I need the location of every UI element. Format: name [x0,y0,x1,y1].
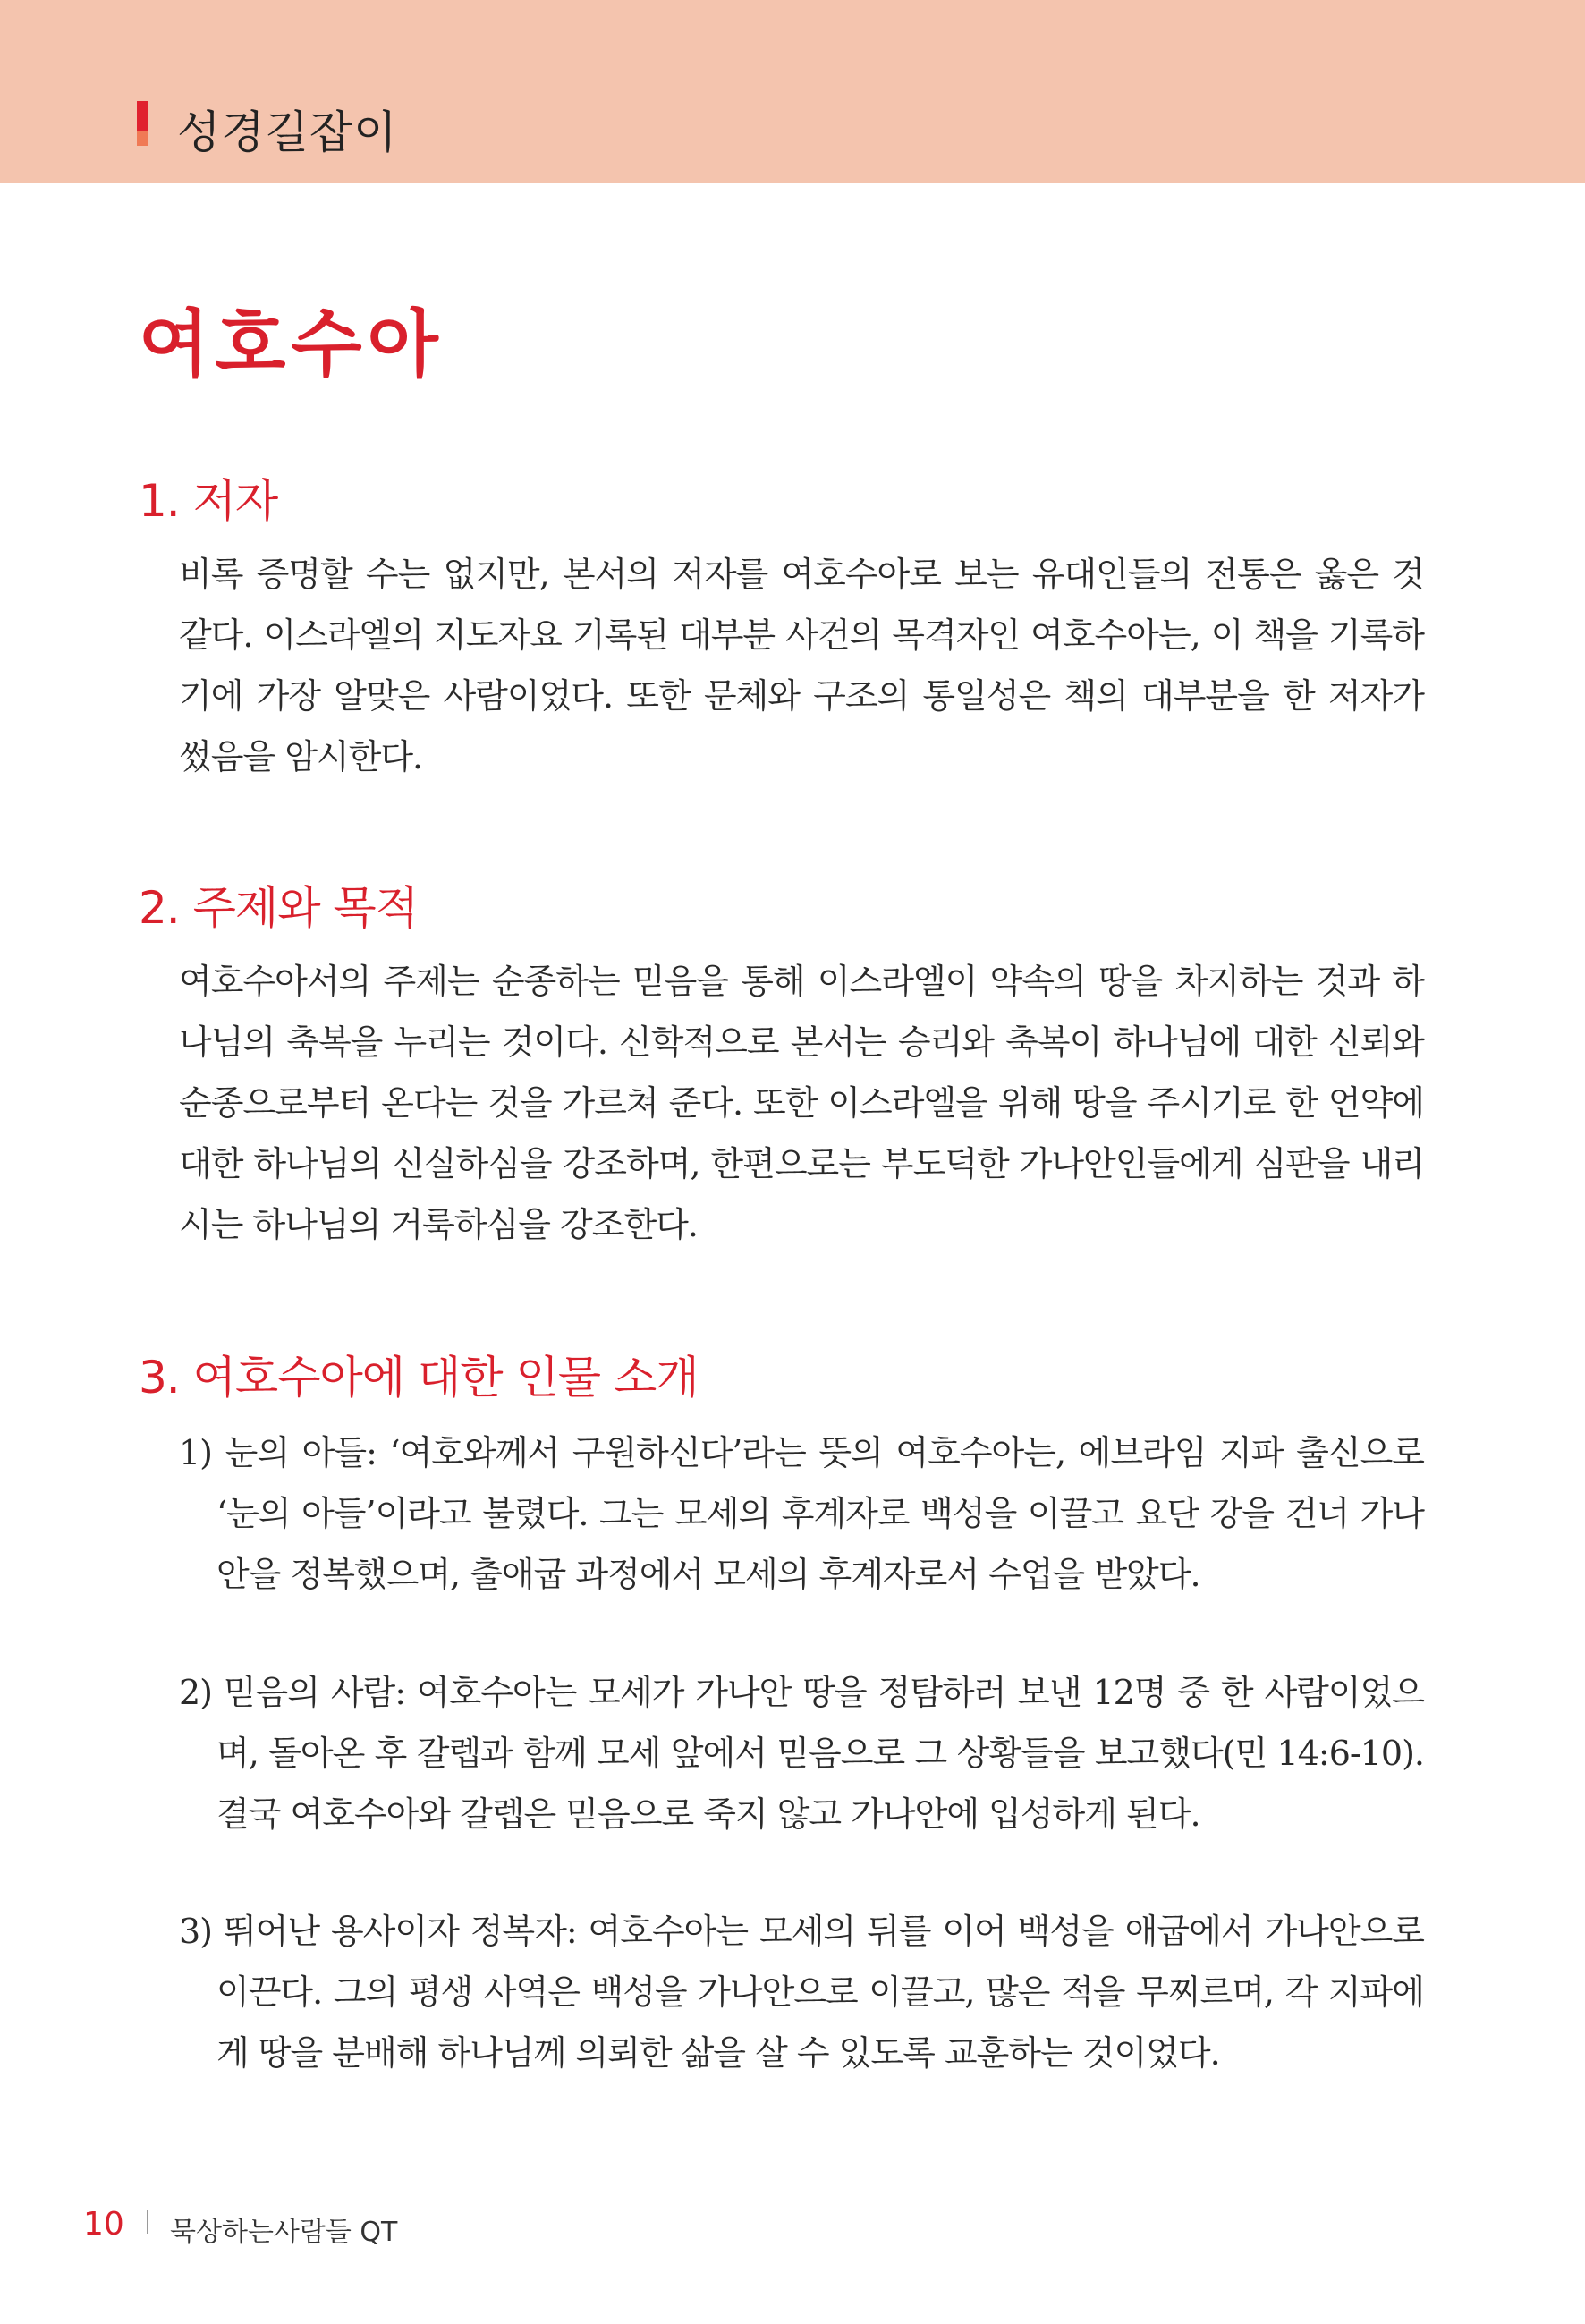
character-item-1: 1) 눈의 아들: ‘여호와께서 구원하신다’라는 뜻의 여호수아는, 에브라임 지파 출신으로 ‘눈의 아들’이라고 불렸다. 그는 모세의 후계자로 백성을 이끌고 요단 강을 건너 가나안을 정복했으며, 출애굽 과정에서 모세의 후계자로서 수업을 받았다. [179,1433,1424,1594]
book-title: 여호수아 [139,302,444,387]
character-item-2: 2) 믿음의 사람: 여호수아는 모세가 가나안 땅을 정탐하러 보낸 12명 중 한 사람이었으며, 돌아온 후 갈렙과 함께 모세 앞에서 믿음으로 그 상황들을 보고했다(민 14:6-10). 결국 여호수아와 갈렙은 믿음으로 죽지 않고 가나안에 입성하게 된다. [179,1673,1424,1834]
publication-name: 묵상하는사람들 QT [170,2217,398,2248]
page-number: 10 [83,2206,124,2243]
section-body-theme: 여호수아서의 주제는 순종하는 믿음을 통해 이스라엘이 약속의 땅을 차지하는 것과 하나님의 축복을 누리는 것이다. 신학적으로 본서는 승리와 축복이 하나님에 대한 신뢰와 순종으로부터 온다는 것을 가르쳐 준다. 또한 이스라엘을 위해 땅을 주시기로 한 언약에 대한 하나님의 신실하심을 강조하며, 한편으로는 부도덕한 가나안인들에게 심판을 내리시는 하나님의 거룩하심을 강조한다. [179,962,1424,1244]
character-item-3: 3) 뛰어난 용사이자 정복자: 여호수아는 모세의 뒤를 이어 백성을 애굽에서 가나안으로 이끈다. 그의 평생 사역은 백성을 가나안으로 이끌고, 많은 적을 무찌르며, 각 지파에게 땅을 분배해 하나님께 의뢰한 삶을 살 수 있도록 교훈하는 것이었다. [179,1912,1424,2073]
section-heading-character: 3. 여호수아에 대한 인물 소개 [139,1352,699,1404]
header-title: 성경길잡이 [177,106,398,158]
header-band [0,0,1585,183]
section-heading-author: 1. 저자 [139,475,278,527]
footer-divider [147,2210,148,2234]
section-heading-theme: 2. 주제와 목적 [139,882,418,934]
header-marker-icon [137,101,148,146]
section-body-author: 비록 증명할 수는 없지만, 본서의 저자를 여호수아로 보는 유대인들의 전통은 옳은 것 같다. 이스라엘의 지도자요 기록된 대부분 사건의 목격자인 여호수아는, 이 책을 기록하기에 가장 알맞은 사람이었다. 또한 문체와 구조의 통일성은 책의 대부분을 한 저자가 썼음을 암시한다. [179,555,1424,776]
